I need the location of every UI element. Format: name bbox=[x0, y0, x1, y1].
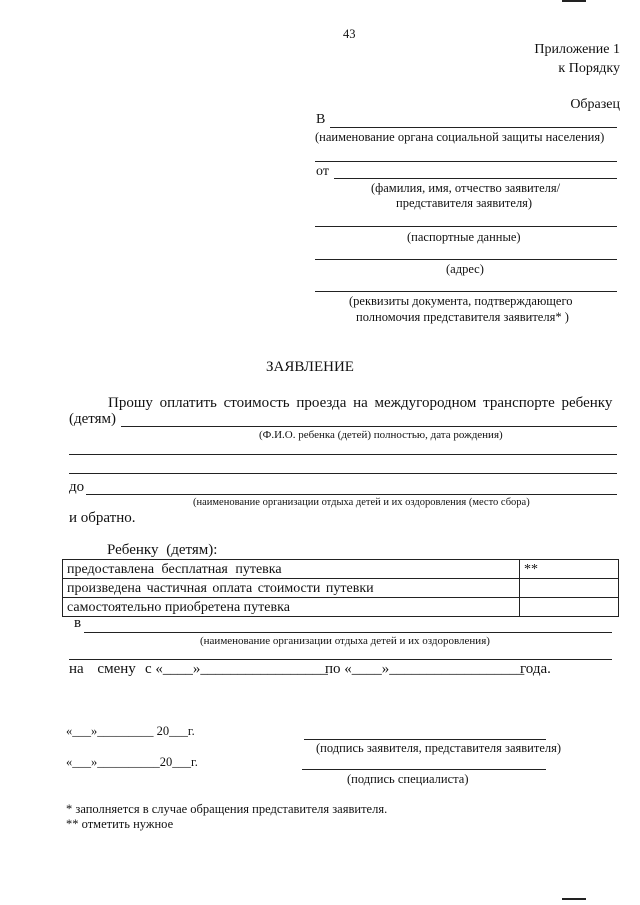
page-title: ЗАЯВЛЕНИЕ bbox=[266, 359, 354, 375]
organization-line-2[interactable] bbox=[69, 659, 612, 660]
footnote-2: ** отметить нужное bbox=[66, 817, 174, 831]
appendix-line2: к Порядку bbox=[558, 61, 620, 76]
option-label: произведена частичная оплата стоимости путевки bbox=[63, 579, 520, 598]
request-children: (детям) bbox=[69, 411, 117, 427]
passport-line[interactable] bbox=[315, 226, 617, 227]
applicant-signature-caption: (подпись заявителя, представителя заявителя) bbox=[316, 741, 562, 755]
option-label: предоставлена бесплатная путевка bbox=[63, 560, 520, 579]
option-label: самостоятельно приобретена путевка bbox=[63, 598, 520, 617]
date-2[interactable]: «___»__________20___г. bbox=[66, 755, 198, 769]
from-date[interactable]: с «____»_________________ bbox=[145, 661, 328, 677]
to-prefix: В bbox=[316, 112, 326, 127]
address-line[interactable] bbox=[315, 259, 617, 260]
document-caption-1: (реквизиты документа, подтверждающего bbox=[349, 294, 573, 308]
child-label: Ребенку (детям): bbox=[107, 542, 218, 558]
document-caption-2: полномочия представителя заявителя* ) bbox=[356, 310, 569, 324]
year-suffix: года. bbox=[520, 661, 551, 677]
organization-caption: (наименование организации отдыха детей и их оздоровления) bbox=[200, 635, 490, 647]
to-date[interactable]: по «____»__________________ bbox=[325, 661, 525, 677]
return-text: и обратно. bbox=[69, 510, 136, 526]
applicant-signature-line[interactable] bbox=[304, 739, 546, 740]
option-mark[interactable]: ** bbox=[520, 560, 619, 579]
sample-label: Образец bbox=[570, 97, 620, 112]
footnote-1: * заполняется в случае обращения представителя заявителя. bbox=[66, 802, 388, 816]
in-prefix: в bbox=[74, 615, 82, 631]
appendix-line1: Приложение 1 bbox=[534, 42, 620, 57]
child-name-line[interactable] bbox=[121, 426, 617, 427]
scan-mark-top bbox=[562, 0, 586, 2]
date-1[interactable]: «___»_________ 20___г. bbox=[66, 724, 195, 738]
from-prefix: от bbox=[316, 164, 329, 179]
shift-text: на смену bbox=[69, 661, 136, 677]
option-row[interactable] bbox=[63, 579, 619, 598]
authority-line-2[interactable] bbox=[315, 161, 617, 162]
option-mark[interactable] bbox=[520, 598, 619, 617]
passport-caption: (паспортные данные) bbox=[407, 230, 521, 244]
scan-mark-bottom bbox=[562, 898, 586, 900]
authority-caption: (наименование органа социальной защиты населения) bbox=[315, 130, 605, 144]
child-line-3[interactable] bbox=[69, 473, 617, 474]
specialist-signature-caption: (подпись специалиста) bbox=[347, 772, 469, 786]
document-line[interactable] bbox=[315, 291, 617, 292]
option-row[interactable] bbox=[63, 560, 619, 579]
applicant-caption-2: представителя заявителя) bbox=[396, 196, 533, 210]
option-row[interactable] bbox=[63, 598, 619, 617]
address-caption: (адрес) bbox=[446, 262, 484, 276]
applicant-line[interactable] bbox=[334, 178, 617, 179]
to-prefix-body: до bbox=[69, 479, 85, 495]
option-mark[interactable] bbox=[520, 579, 619, 598]
page-number: 43 bbox=[343, 27, 356, 41]
child-line-2[interactable] bbox=[69, 454, 617, 455]
authority-line[interactable] bbox=[330, 127, 617, 128]
destination-line[interactable] bbox=[86, 494, 617, 495]
child-caption: (Ф.И.О. ребенка (детей) полностью, дата рождения) bbox=[259, 429, 503, 441]
specialist-signature-line[interactable] bbox=[302, 769, 546, 770]
request-line1: Прошу оплатить стоимость проезда на междугородном транспорте ребенку bbox=[108, 395, 613, 411]
organization-line[interactable] bbox=[84, 632, 612, 633]
applicant-caption-1: (фамилия, имя, отчество заявителя/ bbox=[371, 181, 561, 195]
options-table bbox=[62, 559, 619, 617]
destination-caption: (наименование организации отдыха детей и их оздоровления (место сбора) bbox=[193, 497, 530, 508]
